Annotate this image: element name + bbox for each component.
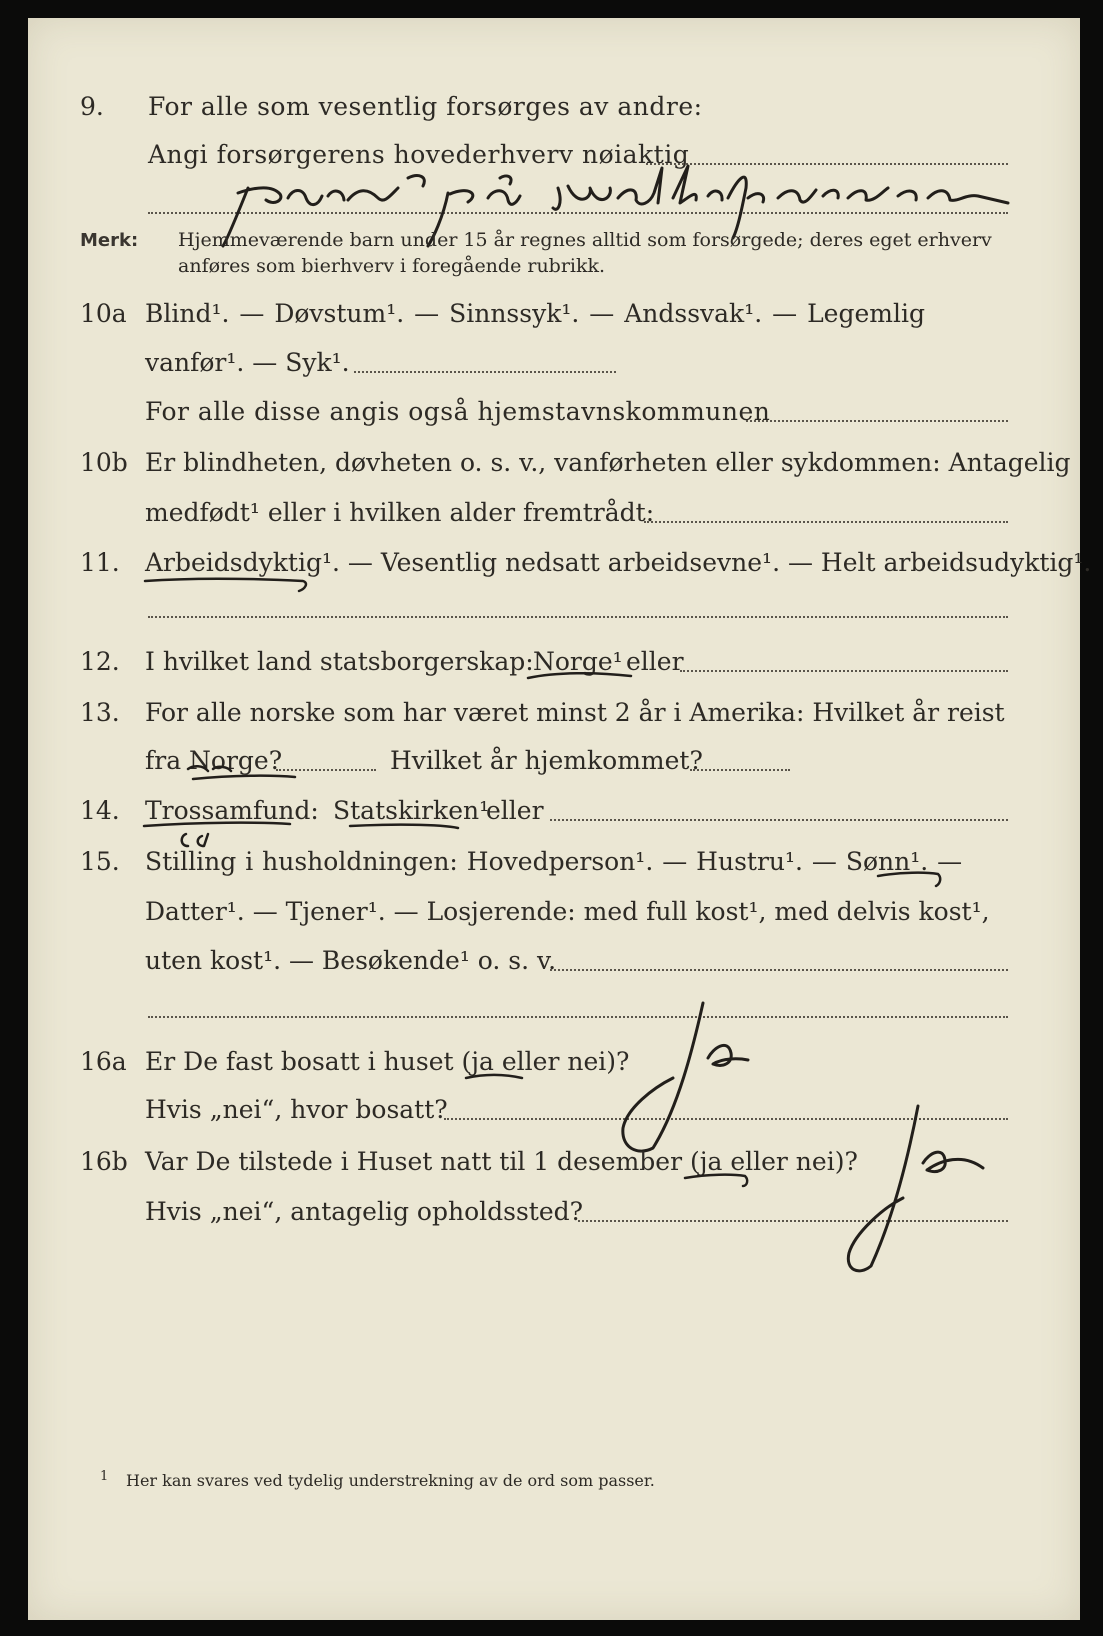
question-text: For alle som vesentlig forsørges av andre: (148, 92, 703, 121)
question-text: Angi forsørgerens hovederhverv nøiaktig (148, 140, 690, 169)
question-text: uten kost¹. — Besøkende¹ o. s. v. (145, 946, 557, 975)
question-number: 16b (80, 1147, 128, 1176)
question-10a-line-3 (28, 395, 1080, 429)
handwritten-underline-ja-16b (683, 1168, 783, 1188)
question-10b-line-2 (28, 496, 1080, 530)
handwritten-underline-sonn (876, 866, 946, 890)
question-10b (28, 446, 1080, 480)
question-text: Var De tilstede i Huset natt til 1 desember (ja eller nei)? (145, 1147, 858, 1176)
handwritten-underline-arbeidsdyktig (143, 571, 313, 593)
question-text: Er blindheten, døvheten o. s. v., vanførheten eller sykdommen: Antagelig (145, 448, 1071, 477)
question-text: Hvis „nei“, antagelig opholdssted? (145, 1197, 584, 1226)
question-16a (28, 1045, 1080, 1079)
question-15-line-3 (28, 944, 1080, 978)
answer-line[interactable] (148, 1016, 1008, 1018)
question-number: 10a (80, 299, 127, 328)
question-number: 14. (80, 796, 120, 825)
question-number: 10b (80, 448, 128, 477)
question-10a (28, 297, 1080, 331)
question-number: 9. (80, 92, 104, 121)
question-text: vanfør¹. — Syk¹. (145, 348, 350, 377)
question-suffix: eller (486, 796, 544, 825)
question-text: I hvilket land statsborgerskap: (145, 647, 534, 676)
merk-label: Merk: (80, 230, 139, 251)
question-text: Datter¹. — Tjener¹. — Losjerende: med full kost¹, med delvis kost¹, (145, 897, 990, 926)
option-statskirken[interactable]: Statskirken¹ (333, 796, 490, 825)
question-text: Trossamfund: (145, 796, 319, 825)
question-text: Stilling i husholdningen: Hovedperson¹. — Hustru¹. — Sønn¹. — (145, 847, 963, 876)
answer-line[interactable] (550, 969, 1008, 971)
answer-line[interactable] (354, 371, 616, 373)
answer-line[interactable] (644, 521, 1008, 523)
question-number: 12. (80, 647, 120, 676)
census-form-page (28, 18, 1092, 1620)
handwritten-underline-norge-13 (183, 763, 303, 787)
option-norge[interactable]: Norge¹ (533, 647, 623, 676)
footnote-text: Her kan svares ved tydelig understrekning av de ord som passer. (126, 1471, 655, 1490)
question-9 (28, 90, 1080, 124)
footnote-marker: 1 (100, 1469, 109, 1484)
question-number: 11. (80, 548, 120, 577)
question-13 (28, 696, 1080, 730)
question-15-line-2 (28, 895, 1080, 929)
question-text: For alle disse angis også hjemstavnskommunen (145, 397, 771, 426)
question-10a-line-2 (28, 346, 1080, 380)
handwritten-answer-ja-16b (823, 1098, 993, 1278)
question-number: 13. (80, 698, 120, 727)
answer-line[interactable] (746, 420, 1008, 422)
question-text: Hvis „nei“, hvor bosatt? (145, 1095, 448, 1124)
question-number: 15. (80, 847, 120, 876)
question-text: Er De fast bosatt i huset (ja eller nei)? (145, 1047, 630, 1076)
merk-note-line-1: Hjemmeværende barn under 15 år regnes alltid som forsørgede; deres eget erhverv (178, 229, 992, 251)
answer-line[interactable] (690, 769, 790, 771)
handwritten-underline-ja-16a (464, 1068, 554, 1088)
question-suffix: eller (626, 647, 684, 676)
answer-line[interactable] (550, 819, 1008, 821)
merk-note-line-2: anføres som bierhverv i foregående rubrikk. (178, 255, 606, 277)
question-text: For alle norske som har været minst 2 år i Amerika: Hvilket år reist (145, 698, 1005, 727)
handwritten-answer-ja-16a (613, 998, 753, 1158)
answer-line[interactable] (680, 670, 1008, 672)
question-text: Arbeidsdyktig¹. — Vesentlig nedsatt arbeidsevne¹. — Helt arbeidsudyktig¹. (145, 548, 1092, 577)
question-text: Hvilket år hjemkommet? (390, 746, 703, 775)
answer-line[interactable] (148, 616, 1008, 618)
handwritten-underline-norge (526, 666, 636, 686)
question-text: medfødt¹ eller i hvilken alder fremtrådt: (145, 498, 655, 527)
question-text: Blind¹. — Døvstum¹. — Sinnssyk¹. — Andssvak¹. — Legemlig (145, 299, 925, 328)
question-text: fra Norge? (145, 746, 283, 775)
question-number: 16a (80, 1047, 127, 1076)
